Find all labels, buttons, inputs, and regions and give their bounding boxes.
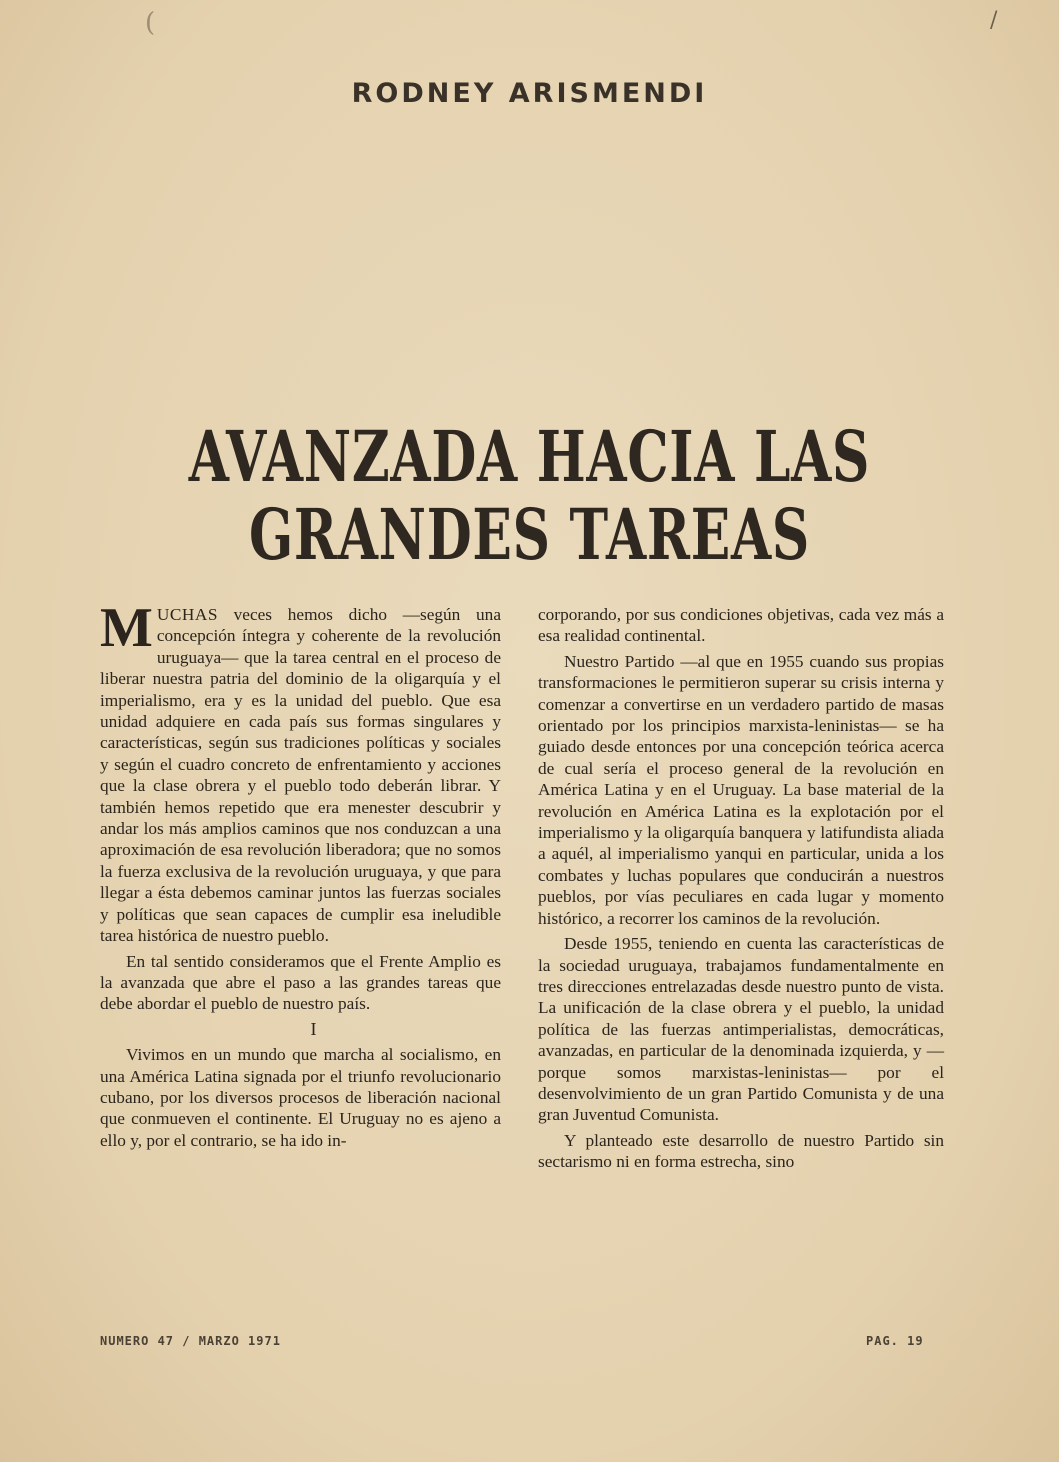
paragraph-2: En tal sentido consideramos que el Frente Amplio es la avanzada que abre el paso a las grandes tareas que debe abordar el pueblo de nuestro país. — [100, 951, 501, 1014]
paragraph-6: Desde 1955, teniendo en cuenta las características de la sociedad uruguaya, trabajamos fundamentalmente en tres direcciones entrelazadas desde nuestro punto de vista. La unificación de la clase obrera y el pueblo, la unidad política de las fuerzas antimperialistas, democráticas, avanzadas, en particular de la denominada izquierda, y —porque somos marxistas-leninistas— por el desenvolvimiento de un gran Partido Comunista y de una gran Juventud Comunista. — [538, 934, 944, 1125]
article-title — [0, 415, 1059, 576]
page-corner-mark: / — [990, 8, 998, 33]
section-heading: I — [310, 1018, 317, 1039]
paragraph-1-text: veces hemos dicho —según una concepción íntegra y coherente de la revolución uruguaya— que la tarea central en el proceso de liberar nuestra patria del dominio de la oligarquía y el imperialismo, era y es la unidad del pueblo. Que esa unidad adquiere en cada país sus formas singulares y características, según sus tradiciones políticas y sociales y según el cuadro concreto de enfrentamiento y acciones que la clase obrera y el pueblo todo deberán librar. Y también hemos repetido que era menester descubrir y andar los más amplios caminos que nos conduzcan a una aproximación de esa revolución liberadora; que no somos la fuerza exclusiva de la revolución uruguaya, y que para llegar a ésta debemos caminar juntos las fuerzas sociales y políticas que sean capaces de cumplir esa ineludible tarea histórica de nuestro pueblo. — [100, 605, 501, 946]
scratch-mark-top: ( — [145, 8, 156, 38]
paragraph-3: Vivimos en un mundo que marcha al socialismo, en una América Latina signada por el triunfo revolucionario cubano, por los diversos procesos de liberación nacional que conmueven el continente. El Uruguay no es ajeno a ello y, por el contrario, se ha ido in- — [100, 1045, 501, 1150]
right-column — [538, 604, 944, 1173]
paragraph-4: corporando, por sus condiciones objetivas, cada vez más a esa realidad continental. — [538, 605, 944, 646]
title-line-1: AVANZADA HACIA LAS — [188, 415, 871, 498]
dropcap-continuation: UCHAS — [156, 605, 218, 624]
left-column — [100, 597, 501, 1151]
title-line-2: GRANDES TAREAS — [248, 493, 811, 576]
author-name: RODNEY ARISMENDI — [351, 78, 708, 109]
dropcap: M — [100, 597, 153, 659]
paragraph-5: Nuestro Partido —al que en 1955 cuando sus propias transformaciones le permitieron superar su crisis interna y comenzar a convertirse en un verdadero partido de masas orientado por los principios marxista-leninistas— se ha guiado desde entonces por una concepción teórica acerca de cual sería el proceso general de la revolución en América Latina y en el Uruguay. La base material de la revolución en América Latina es la explotación por el imperialismo y la oligarquía banquera y latifundista aliada a aquél, al imperialismo yanqui en particular, unida a los combates y luchas populares que conducirán a nuestros pueblos, por vías peculiares en cada lugar y momento histórico, a recorrer los caminos de la revolución. — [538, 651, 944, 928]
paragraph-1 — [100, 597, 501, 947]
page-number: PAG. 19 — [866, 1334, 924, 1348]
issue-footer: NUMERO 47 / MARZO 1971 — [100, 1334, 281, 1348]
paragraph-7: Y planteado este desarrollo de nuestro Partido sin sectarismo ni en forma estrecha, sino — [538, 1130, 944, 1172]
